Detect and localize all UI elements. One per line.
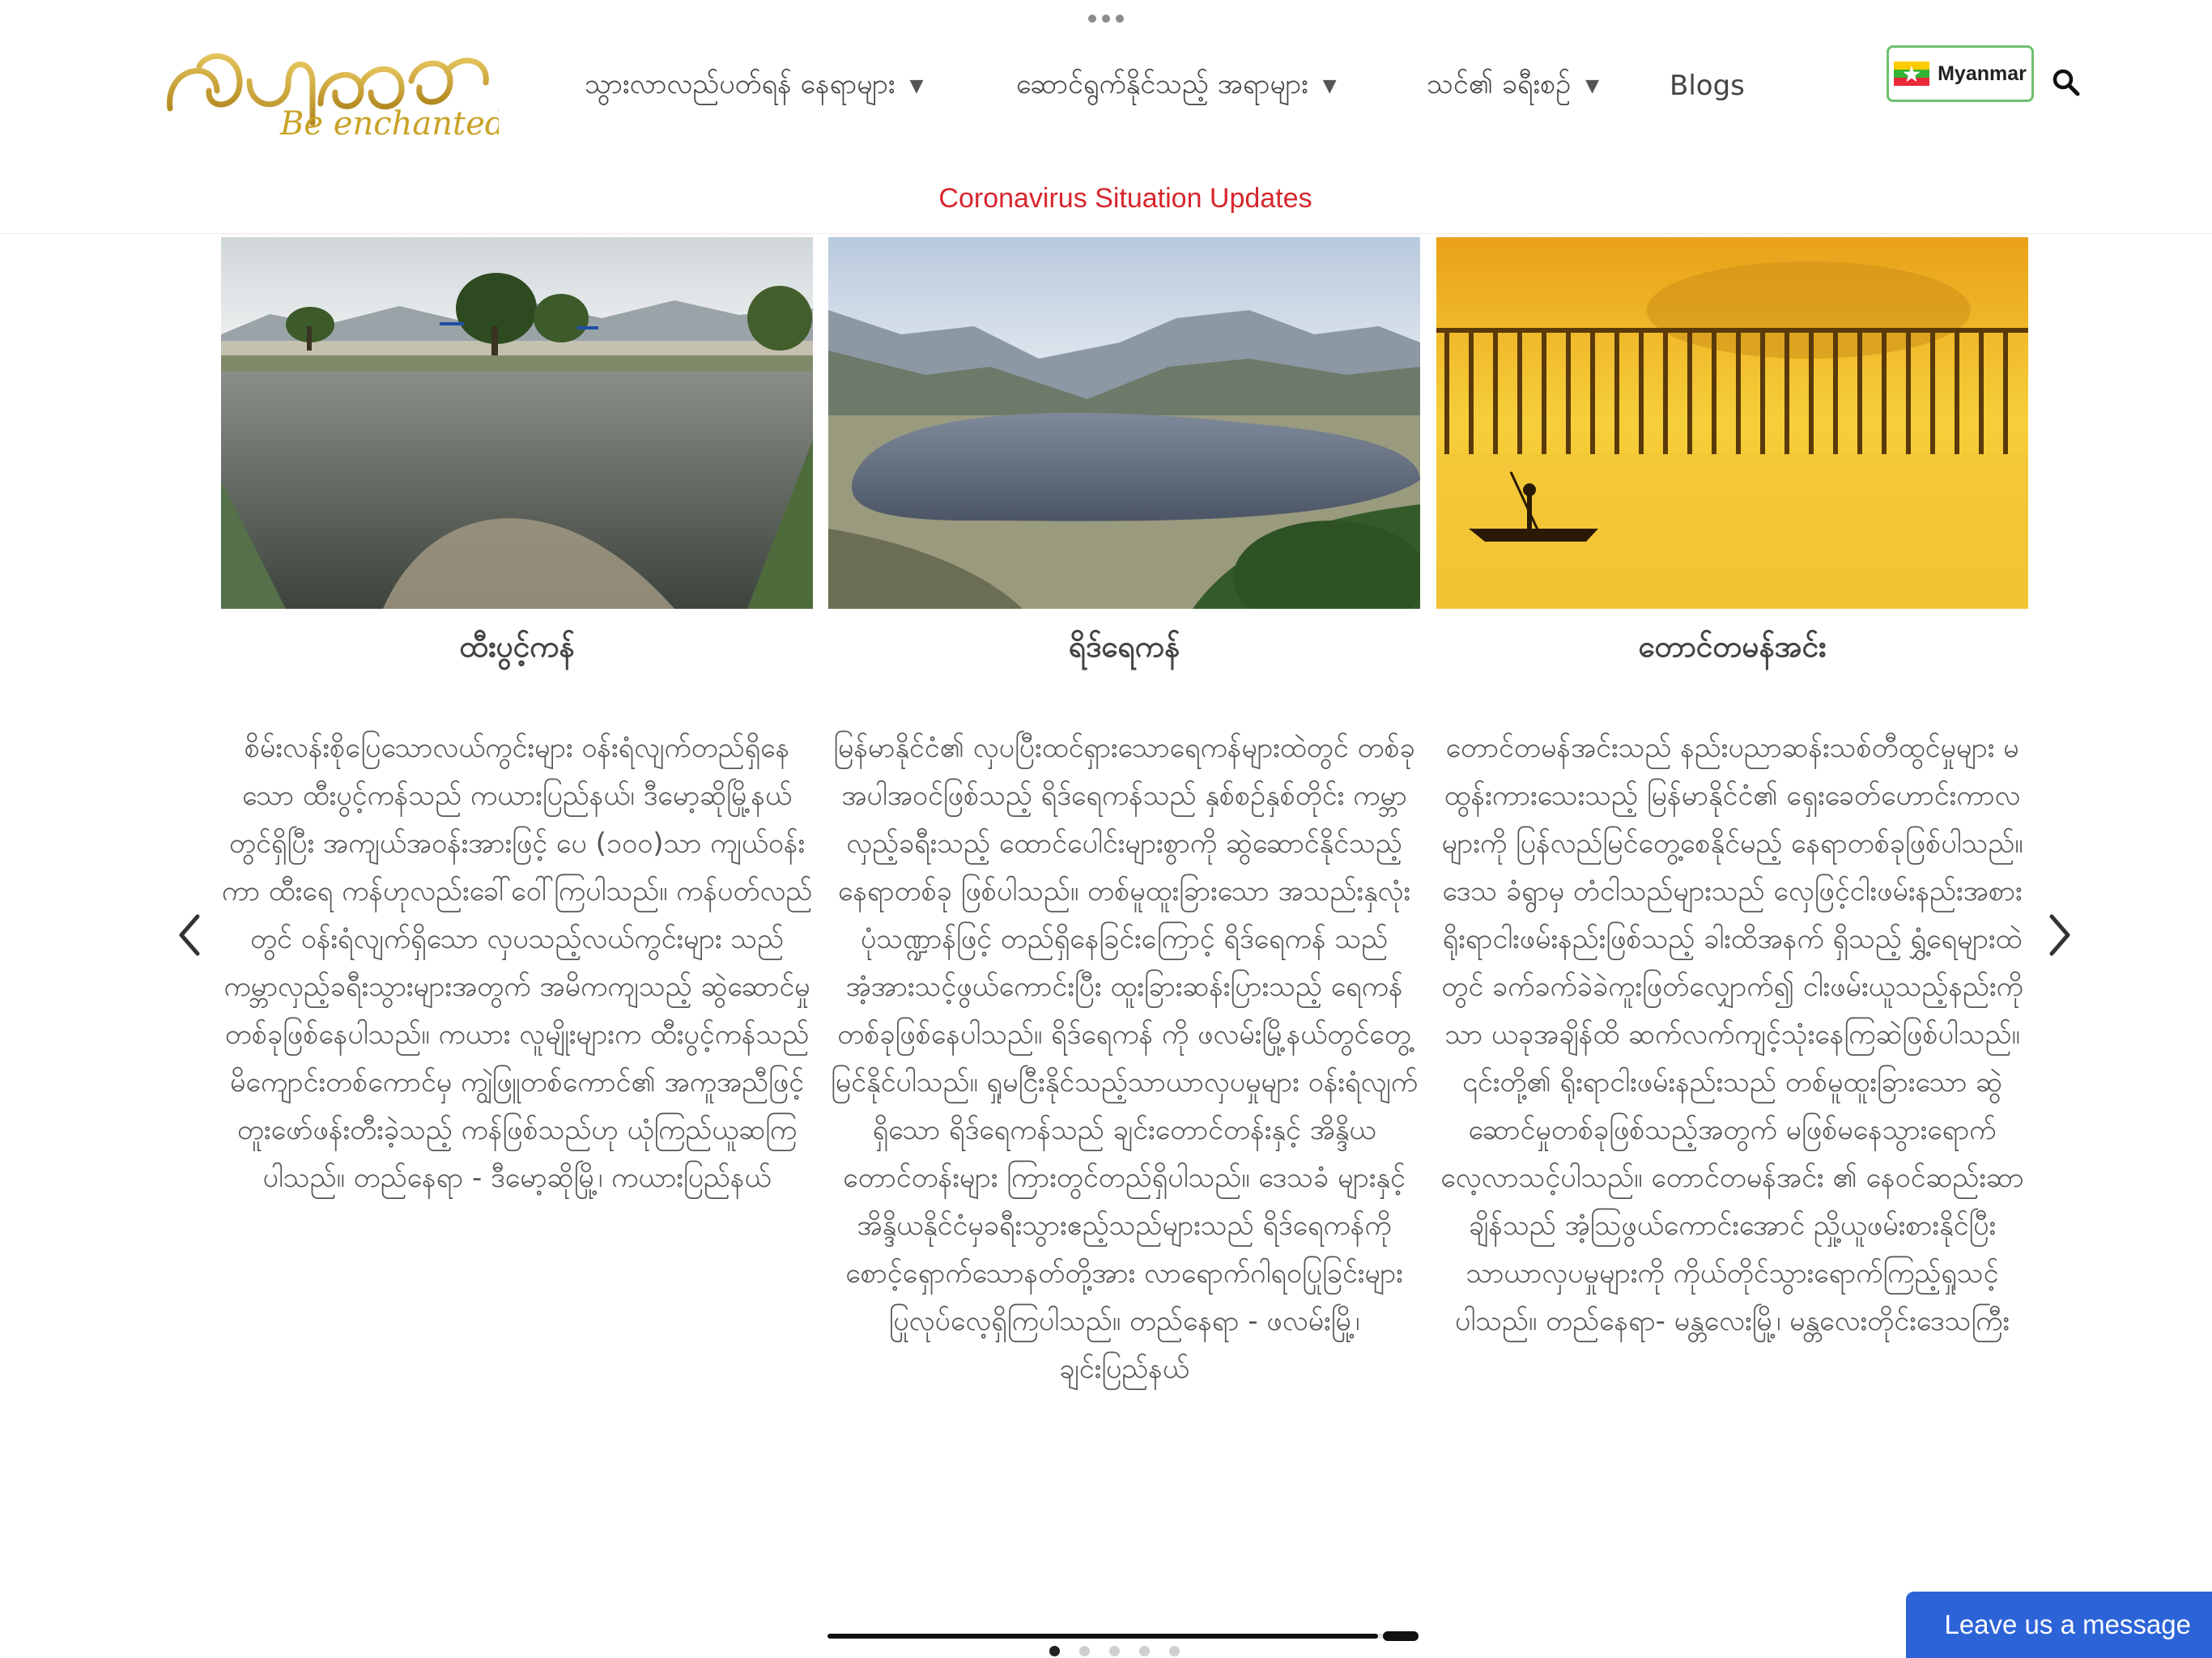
window-handle-dots (1085, 11, 1127, 26)
carousel-dot[interactable] (1139, 1646, 1150, 1656)
card-description-taungthaman-lake: တောင်တမန်အင်းသည် နည်းပညာဆန်းသစ်တီထွင်မှုများ မထွန်းကားသေးသည့် မြန်မာနိုင်ငံ၏ ရှေးခေတ်ဟောင်းကာလများကို ပြန်လည်မြင်တွေ့စေနိုင်မည့် နေရာတစ်ခုဖြစ်ပါသည်။ ဒေသ ခံရွာမှ တံငါသည်များသည် လှေဖြင့်ငါးဖမ်းနည်းအစား ရိုးရာငါးဖမ်းနည်းဖြစ်သည့် ခါးထိအနက် ရှိသည့် ရွှံ့ရေများထဲတွင် ခက်ခက်ခဲခဲကူးဖြတ်လျှောက်၍ ငါးဖမ်းယူသည့်နည်းကိုသာ ယခုအချိန်ထိ ဆက်လက်ကျင့်သုံးနေကြဆဲဖြစ်ပါသည်။ ၎င်းတို့၏ ရိုးရာငါးဖမ်းနည်းသည် တစ်မူထူးခြားသော ဆွဲဆောင်မှုတစ်ခုဖြစ်သည့်အတွက် မဖြစ်မနေသွားရောက်လေ့လာသင့်ပါသည်။ တောင်တမန်အင်း ၏ နေဝင်ဆည်းဆာချိန်သည် အံ့သြဖွယ်ကောင်းအောင် ညှို့ယူဖမ်းစားနိုင်ပြီး သာယာလှပမှုများကို ကိုယ်တိုင်သွားရောက်ကြည့်ရှုသင့်ပါသည်။ တည်နေရာ- မန္တလေးမြို့၊ မန္တလေးတိုင်းဒေသကြီး (1440, 732, 2024, 1337)
nav-item-things-to-do[interactable] (1016, 62, 1337, 110)
nav-item-blogs[interactable] (1670, 62, 1745, 110)
language-select-button[interactable] (1887, 45, 2034, 102)
chevron-down-icon: ▼ (909, 75, 924, 96)
site-logo[interactable] (159, 34, 499, 139)
nav-item-places[interactable] (585, 62, 923, 110)
carousel-scrollbar[interactable] (827, 1634, 1419, 1639)
carousel-dot[interactable] (1169, 1646, 1180, 1656)
language-label: Myanmar (1938, 62, 2027, 85)
leave-message-button[interactable]: Leave us a message (1906, 1592, 2212, 1658)
card-description-rih-lake: မြန်မာနိုင်ငံ၏ လှပပြီးထင်ရှားသောရေကန်များထဲတွင် တစ်ခုအပါအဝင်ဖြစ်သည့် ရိဒ်ရေကန်သည် နှစ်စဉ်နှစ်တိုင်း ကမ္ဘာလှည့်ခရီးသည့် ထောင်ပေါင်းများစွာကို ဆွဲဆောင်နိုင်သည့် နေရာတစ်ခု ဖြစ်ပါသည်။ တစ်မူထူးခြားသော အသည်းနှလုံးပုံသဏ္ဍာန်ဖြင့် တည်ရှိနေခြင်းကြောင့် ရိဒ်ရေကန် သည် အံ့အားသင့်ဖွယ်ကောင်းပြီး ထူးခြားဆန်းပြားသည့် ရေကန်တစ်ခုဖြစ်နေပါသည်။ ရိဒ်ရေကန် ကို ဖလမ်းမြို့နယ်တွင်တွေ့မြင်နိုင်ပါသည်။ ရှုမငြီးနိုင်သည့်သာယာလှပမှုများ ဝန်းရံလျက်ရှိသော ရိဒ်ရေကန်သည် ချင်းတောင်တန်းနှင့် အိန္ဒိယ တောင်တန်းများ ကြားတွင်တည်ရှိပါသည်။ ဒေသခံ များနှင့် အိန္ဒိယနိုင်ငံမှခရီးသွားဧည့်သည်များသည် ရိဒ်ရေကန်ကို စောင့်ရှောက်သောနတ်တို့အား လာရောက်ဂါရဝပြုခြင်းများပြုလုပ်လေ့ရှိကြပါသည်။ တည်နေရာ - ဖလမ်းမြို့၊ ချင်းပြည်နယ် (831, 732, 1418, 1385)
nav-item-places-label: သွားလာလည်ပတ်ရန် နေရာများ (585, 67, 895, 100)
logo-graphic (159, 34, 499, 139)
chevron-down-icon: ▼ (1585, 75, 1600, 96)
carousel-dot[interactable] (1109, 1646, 1120, 1656)
lake-with-trees-photo[interactable] (221, 237, 813, 609)
card-title-htee-pwint-lake[interactable]: ထီးပွင့်ကန် (459, 629, 575, 664)
myanmar-flag-icon (1894, 62, 1929, 86)
chevron-down-icon: ▼ (1322, 75, 1337, 96)
carousel-dot[interactable] (1049, 1646, 1060, 1656)
carousel-dot[interactable] (1079, 1646, 1090, 1656)
chevron-right-icon[interactable] (2039, 907, 2079, 963)
logo-tagline: Be enchanted (280, 105, 499, 139)
mountain-lake-photo[interactable] (828, 237, 1420, 609)
card-title-rih-lake[interactable]: ရိဒ်ရေကန် (1068, 629, 1180, 664)
nav-item-blogs-label: Blogs (1670, 70, 1745, 102)
chevron-left-icon[interactable] (170, 907, 211, 963)
nav-item-your-trip-label: သင်၏ ခရီးစဉ် (1427, 67, 1572, 100)
u-bein-bridge-sunset-photo[interactable] (1436, 237, 2028, 609)
card-title-taungthaman-lake[interactable]: တောင်တမန်အင်း (1638, 629, 1827, 664)
card-description-htee-pwint-lake: စိမ်းလန်းစိုပြေသောလယ်ကွင်းများ ဝန်းရံလျက်တည်ရှိနေသော ထီးပွင့်ကန်သည် ကယားပြည်နယ်၊ ဒီမော့ဆိုမြို့နယ်တွင်ရှိပြီး အကျယ်အဝန်းအားဖြင့် ပေ (၁၀၀)သာ ကျယ်ဝန်းကာ ထီးရေ ကန်ဟုလည်းခေါ်ဝေါ်ကြပါသည်။ ကန်ပတ်လည်တွင် ဝန်းရံလျက်ရှိသော လှပသည့်လယ်ကွင်းများ သည် ကမ္ဘာလှည့်ခရီးသွားများအတွက် အမိကကျသည့် ဆွဲဆောင်မှုတစ်ခုဖြစ်နေပါသည်။ ကယား လူမျိုးများက ထီးပွင့်ကန်သည် မိကျောင်းတစ်ကောင်မှ ကျွဲဖြူတစ်ကောင်၏ အကူအညီဖြင့် တူးဖော်ဖန်းတီးခဲ့သည့် ကန်ဖြစ်သည်ဟု ယုံကြည်ယူဆကြပါသည်။ တည်နေရာ - ဒီမော့ဆိုမြို့၊ ကယားပြည်နယ် (221, 732, 813, 1194)
header-divider (0, 233, 2212, 234)
search-icon[interactable] (2052, 68, 2081, 97)
carousel-scrollbar-handle[interactable] (1383, 1631, 1419, 1641)
nav-item-your-trip[interactable] (1427, 62, 1599, 110)
carousel-pagination (1049, 1643, 1180, 1658)
carousel-scrollbar-thumb[interactable] (827, 1634, 1378, 1639)
nav-item-things-to-do-label: ဆောင်ရွက်နိုင်သည့် အရာများ (1016, 67, 1308, 100)
coronavirus-updates-link[interactable]: Coronavirus Situation Updates (938, 183, 1312, 214)
